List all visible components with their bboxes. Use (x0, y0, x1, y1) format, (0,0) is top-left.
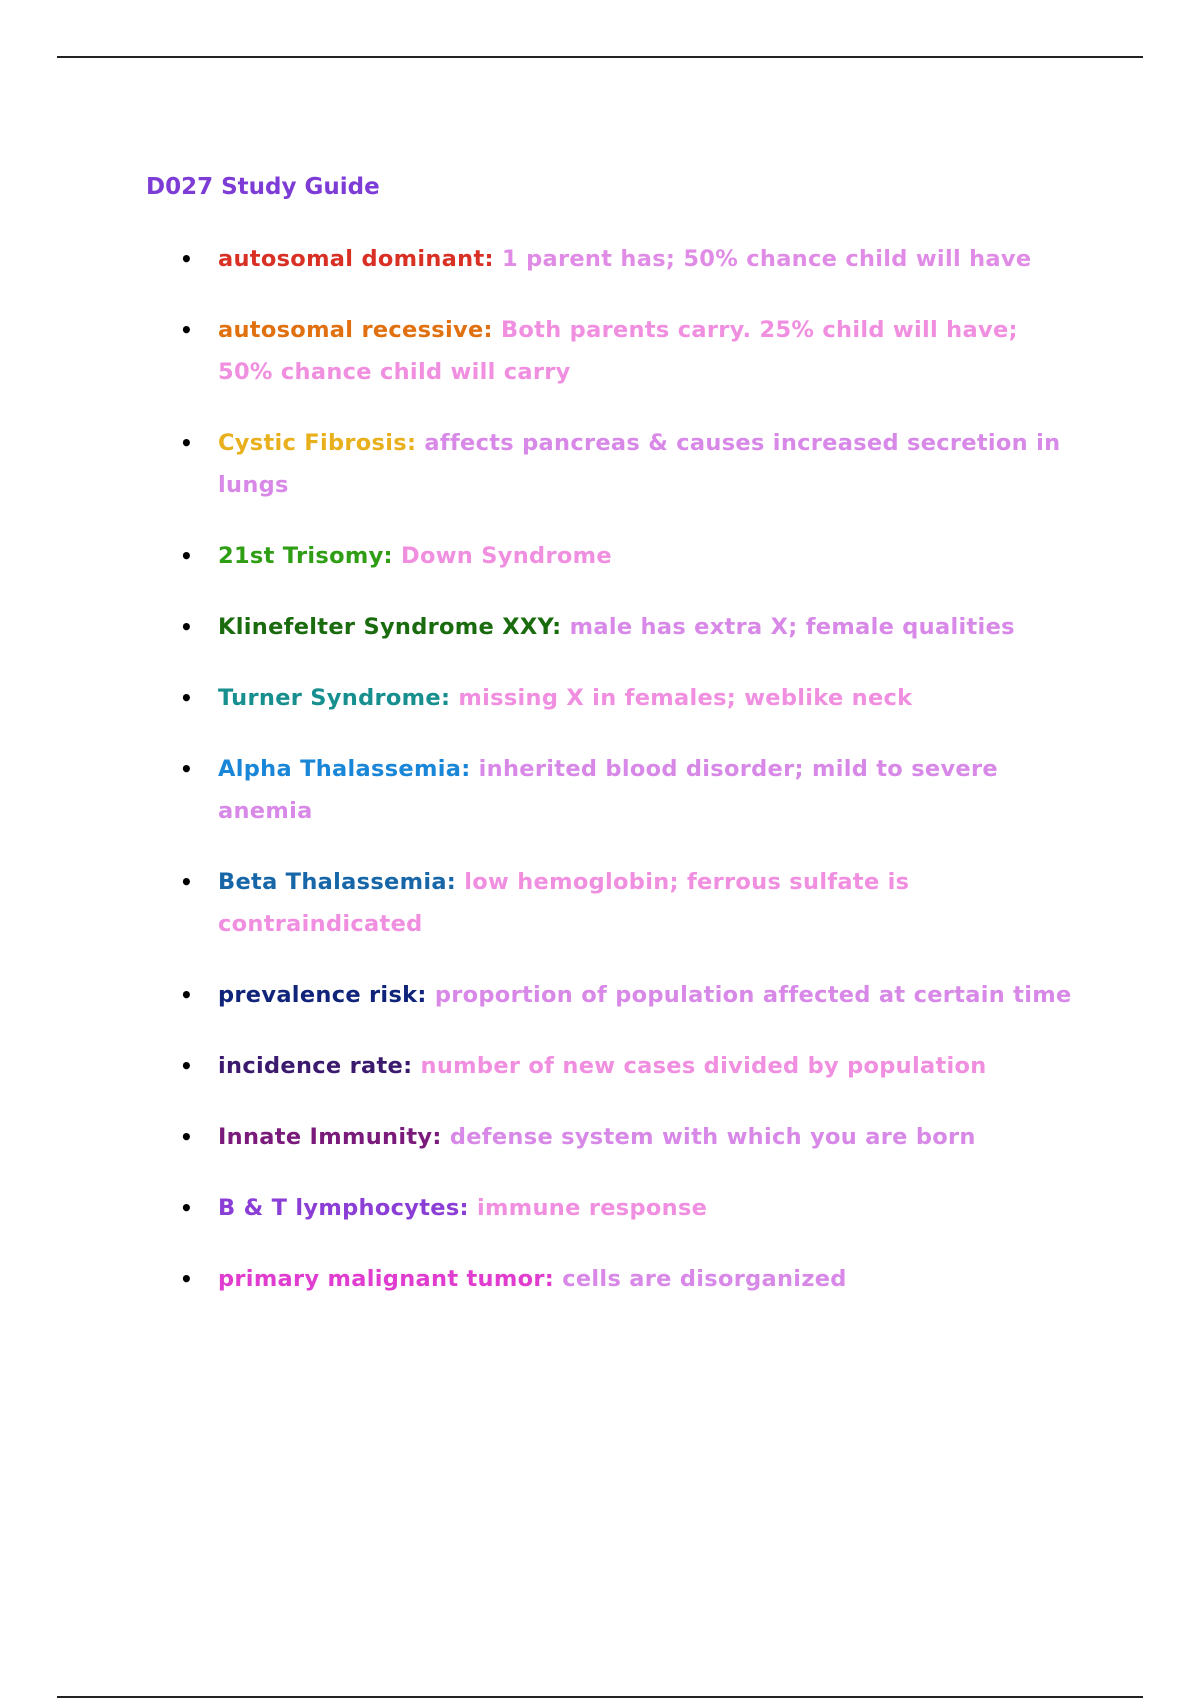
bullet-icon: • (180, 757, 194, 781)
term-label: primary malignant tumor: (218, 1266, 555, 1292)
term-label: autosomal recessive: (218, 317, 493, 343)
list-item (180, 677, 1080, 719)
definition-text: Both parents carry. 25% child will have; 50% chance child will carry (218, 317, 1018, 385)
definition-text: male has extra X; female qualities (569, 614, 1015, 640)
definition-text: 1 parent has; 50% chance child will have (501, 246, 1032, 272)
top-rule (57, 56, 1143, 58)
term-label: B & T lymphocytes: (218, 1195, 469, 1221)
definition-text: cells are disorganized (562, 1266, 847, 1292)
list-item (180, 309, 1080, 393)
bullet-icon: • (180, 983, 194, 1007)
list-item (180, 606, 1080, 648)
definition-text: low hemoglobin; ferrous sulfate is contraindicated (218, 869, 910, 937)
bullet-icon: • (180, 1267, 194, 1291)
bullet-icon: • (180, 1196, 194, 1220)
definition-text: Down Syndrome (400, 543, 612, 569)
list-item (180, 238, 1080, 280)
bullet-icon: • (180, 1125, 194, 1149)
bullet-icon: • (180, 686, 194, 710)
bottom-rule (57, 1696, 1143, 1698)
term-label: Turner Syndrome: (218, 685, 451, 711)
list-item (180, 748, 1080, 832)
term-label: Alpha Thalassemia: (218, 756, 471, 782)
list-item (180, 974, 1080, 1016)
bullet-icon: • (180, 615, 194, 639)
term-label: Cystic Fibrosis: (218, 430, 417, 456)
list-item (180, 861, 1080, 945)
list-item (180, 1045, 1080, 1087)
definition-text: number of new cases divided by population (420, 1053, 987, 1079)
definition-text: affects pancreas & causes increased secretion in lungs (218, 430, 1061, 498)
term-label: incidence rate: (218, 1053, 413, 1079)
bullet-icon: • (180, 431, 194, 455)
list-item (180, 1116, 1080, 1158)
list-item (180, 1187, 1080, 1229)
term-label: prevalence risk: (218, 982, 427, 1008)
term-label: autosomal dominant: (218, 246, 494, 272)
term-label: Beta Thalassemia: (218, 869, 457, 895)
list-item (180, 422, 1080, 506)
bullet-icon: • (180, 247, 194, 271)
definition-text: proportion of population affected at certain time (434, 982, 1072, 1008)
bullet-icon: • (180, 318, 194, 342)
bullet-icon: • (180, 870, 194, 894)
definition-text: defense system with which you are born (449, 1124, 976, 1150)
term-label: Innate Immunity: (218, 1124, 442, 1150)
definition-text: inherited blood disorder; mild to severe anemia (218, 756, 998, 824)
definition-text: missing X in females; weblike neck (458, 685, 913, 711)
definition-text: immune response (476, 1195, 708, 1221)
list-item (180, 1258, 1080, 1300)
bullet-icon: • (180, 1054, 194, 1078)
term-label: Klinefelter Syndrome XXY: (218, 614, 562, 640)
term-label: 21st Trisomy: (218, 543, 393, 569)
bullet-icon: • (180, 544, 194, 568)
study-guide-list (180, 238, 1080, 1329)
page-title: D027 Study Guide (146, 174, 380, 200)
list-item (180, 535, 1080, 577)
